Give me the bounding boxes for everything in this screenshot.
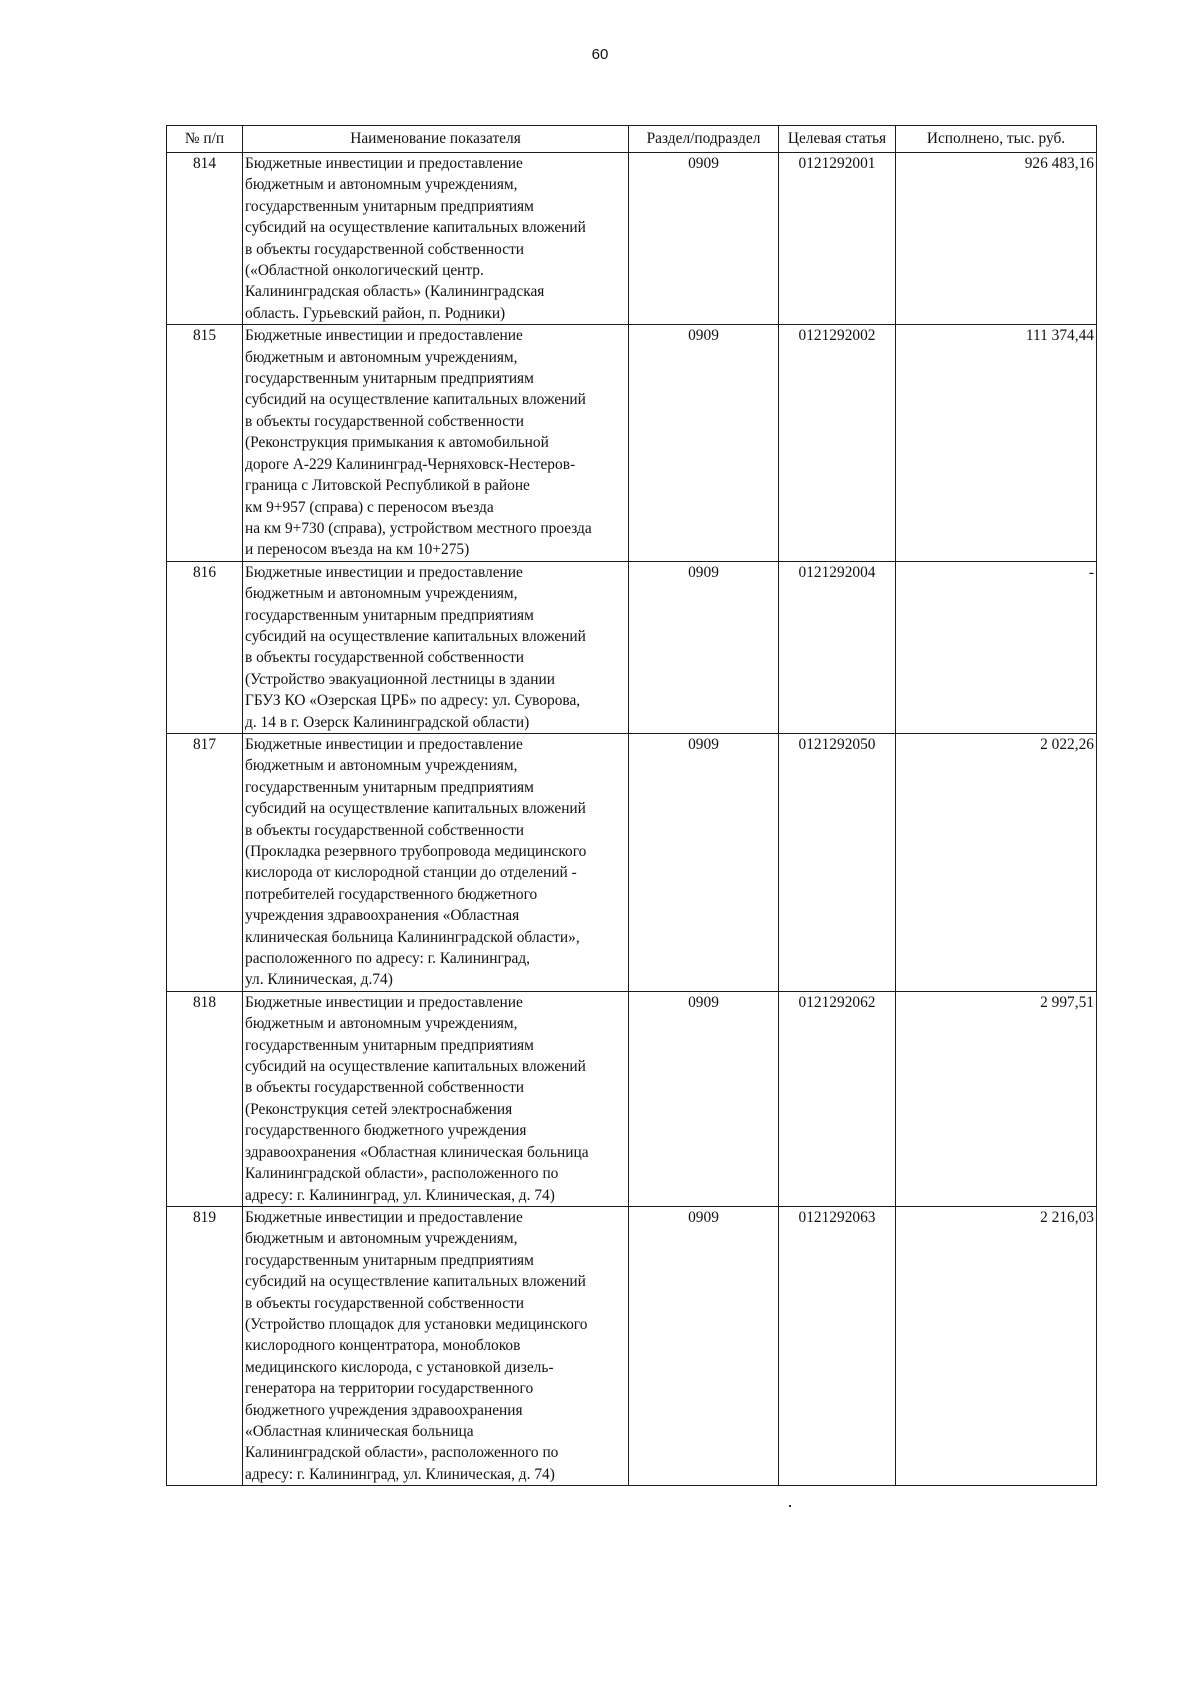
indicator-name-line: адресу: г. Калининград, ул. Клиническая, д. 74) [245, 1186, 555, 1204]
header-executed: Исполнено, тыс. руб. [896, 126, 1097, 153]
row-number: 818 [167, 991, 243, 1206]
row-section: 0909 [629, 153, 779, 325]
indicator-name-line: (Реконструкция сетей электроснабжения [245, 1100, 513, 1118]
header-article: Целевая статья [779, 126, 896, 153]
page-number: 60 [591, 46, 609, 63]
indicator-name-line: медицинского кислорода, с установкой дизель- [245, 1358, 554, 1376]
indicator-name-line: бюджетным и автономным учреждениям, [245, 585, 518, 603]
indicator-name-line: Калининградская область» (Калининградская [245, 283, 545, 301]
stray-mark [789, 1505, 791, 1507]
table-body [167, 153, 1097, 1486]
indicator-name-line: государственным унитарным предприятиям [245, 778, 534, 796]
budget-execution-table [166, 125, 1097, 1486]
indicator-name-line: и переносом въезда на км 10+275) [245, 541, 470, 559]
row-executed-amount: 2 216,03 [896, 1206, 1097, 1485]
indicator-name-line: Бюджетные инвестиции и предоставление [245, 1208, 523, 1226]
row-executed-amount: 2 022,26 [896, 733, 1097, 991]
indicator-name-line: в объекты государственной собственности [245, 240, 525, 258]
indicator-name-line: субсидий на осуществление капитальных вложений [245, 391, 586, 409]
row-indicator-name [243, 325, 629, 561]
row-number: 815 [167, 325, 243, 561]
table-header-row [167, 126, 1097, 153]
indicator-name-line: в объекты государственной собственности [245, 412, 525, 430]
row-number: 817 [167, 733, 243, 991]
indicator-name-line: государственным унитарным предприятиям [245, 1251, 534, 1269]
indicator-name-line: км 9+957 (справа) с переносом въезда [245, 498, 494, 516]
indicator-name-line: область. Гурьевский район, п. Родники) [245, 304, 506, 322]
indicator-name-line: Калининградской области», расположенного по [245, 1444, 559, 1462]
table-row [167, 561, 1097, 733]
row-executed-amount: 111 374,44 [896, 325, 1097, 561]
indicator-name-line: дороге А-229 Калининград-Черняховск-Нестеров- [245, 455, 576, 473]
indicator-name-line: субсидий на осуществление капитальных вложений [245, 627, 586, 645]
indicator-name-line: ГБУЗ КО «Озерская ЦРБ» по адресу: ул. Суворова, [245, 692, 581, 710]
indicator-name-line: на км 9+730 (справа), устройством местного проезда [245, 519, 592, 537]
indicator-name-line: клиническая больница Калининградской области», [245, 928, 580, 946]
row-number: 819 [167, 1206, 243, 1485]
indicator-name-line: в объекты государственной собственности [245, 649, 525, 667]
indicator-name-line: в объекты государственной собственности [245, 821, 525, 839]
indicator-name-line: здравоохранения «Областная клиническая больница [245, 1143, 589, 1161]
indicator-name-line: д. 14 в г. Озерск Калининградской области) [245, 713, 530, 731]
indicator-name-line: бюджетным и автономным учреждениям, [245, 348, 518, 366]
indicator-name-line: граница с Литовской Республикой в районе [245, 477, 530, 495]
row-executed-amount: - [896, 561, 1097, 733]
indicator-name-line: субсидий на осуществление капитальных вложений [245, 1058, 586, 1076]
indicator-name-line: государственного бюджетного учреждения [245, 1122, 527, 1140]
row-article: 0121292062 [779, 991, 896, 1206]
row-section: 0909 [629, 561, 779, 733]
indicator-name-line: адресу: г. Калининград, ул. Клиническая, д. 74) [245, 1465, 555, 1483]
indicator-name-line: Бюджетные инвестиции и предоставление [245, 993, 523, 1011]
indicator-name-line: (Прокладка резервного трубопровода медицинского [245, 843, 587, 860]
indicator-name-line: бюджетным и автономным учреждениям, [245, 1230, 518, 1248]
indicator-name-line: Калининградской области», расположенного по [245, 1165, 559, 1183]
indicator-name-line: в объекты государственной собственности [245, 1079, 525, 1097]
header-num: № п/п [167, 126, 243, 153]
row-section: 0909 [629, 991, 779, 1206]
row-indicator-name [243, 991, 629, 1206]
header-name: Наименование показателя [243, 126, 629, 153]
row-executed-amount: 2 997,51 [896, 991, 1097, 1206]
table-row [167, 325, 1097, 561]
row-number: 814 [167, 153, 243, 325]
table-row [167, 991, 1097, 1206]
indicator-name-line: государственным унитарным предприятиям [245, 1036, 534, 1054]
indicator-name-line: «Областная клиническая больница [245, 1422, 474, 1440]
table-row [167, 1206, 1097, 1485]
indicator-name-line: государственным унитарным предприятиям [245, 197, 534, 215]
indicator-name-line: субсидий на осуществление капитальных вложений [245, 219, 586, 237]
indicator-name-line: Бюджетные инвестиции и предоставление [245, 327, 523, 345]
row-article: 0121292004 [779, 561, 896, 733]
indicator-name-line: Бюджетные инвестиции и предоставление [245, 563, 523, 581]
row-article: 0121292063 [779, 1206, 896, 1485]
indicator-name-line: бюджетным и автономным учреждениям, [245, 1015, 518, 1033]
indicator-name-line: бюджетным и автономным учреждениям, [245, 757, 518, 775]
indicator-name-line: бюджетного учреждения здравоохранения [245, 1401, 523, 1419]
indicator-name-line: ул. Клиническая, д.74) [245, 971, 393, 989]
row-section: 0909 [629, 325, 779, 561]
indicator-name-line: потребителей государственного бюджетного [245, 885, 538, 903]
row-indicator-name [243, 1206, 629, 1485]
indicator-name-line: расположенного по адресу: г. Калининград, [245, 950, 531, 968]
indicator-name-line: учреждения здравоохранения «Областная [245, 907, 520, 925]
row-article: 0121292050 [779, 733, 896, 991]
indicator-name-line: государственным унитарным предприятиям [245, 370, 534, 388]
row-article: 0121292002 [779, 325, 896, 561]
row-indicator-name [243, 153, 629, 325]
row-section: 0909 [629, 1206, 779, 1485]
indicator-name-line: (Реконструкция примыкания к автомобильной [245, 434, 549, 452]
header-section: Раздел/подраздел [629, 126, 779, 153]
row-number: 816 [167, 561, 243, 733]
indicator-name-line: («Областной онкологический центр. [245, 262, 484, 280]
indicator-name-line: Бюджетные инвестиции и предоставление [245, 735, 523, 753]
table-row [167, 733, 1097, 991]
indicator-name-line: субсидий на осуществление капитальных вложений [245, 1273, 586, 1291]
row-section: 0909 [629, 733, 779, 991]
indicator-name-line: бюджетным и автономным учреждениям, [245, 176, 518, 194]
indicator-name-line: Бюджетные инвестиции и предоставление [245, 155, 523, 172]
indicator-name-line: в объекты государственной собственности [245, 1294, 525, 1312]
indicator-name-line: государственным унитарным предприятиям [245, 606, 534, 624]
indicator-name-line: кислородного концентратора, моноблоков [245, 1337, 521, 1355]
indicator-name-line: субсидий на осуществление капитальных вложений [245, 800, 586, 818]
row-indicator-name [243, 561, 629, 733]
indicator-name-line: (Устройство эвакуационной лестницы в здании [245, 670, 555, 688]
indicator-name-line: кислорода от кислородной станции до отделений - [245, 864, 577, 882]
row-executed-amount: 926 483,16 [896, 153, 1097, 325]
indicator-name-line: (Устройство площадок для установки медицинского [245, 1315, 588, 1333]
row-article: 0121292001 [779, 153, 896, 325]
indicator-name-line: генератора на территории государственного [245, 1380, 534, 1398]
table-row [167, 153, 1097, 325]
row-indicator-name [243, 733, 629, 991]
